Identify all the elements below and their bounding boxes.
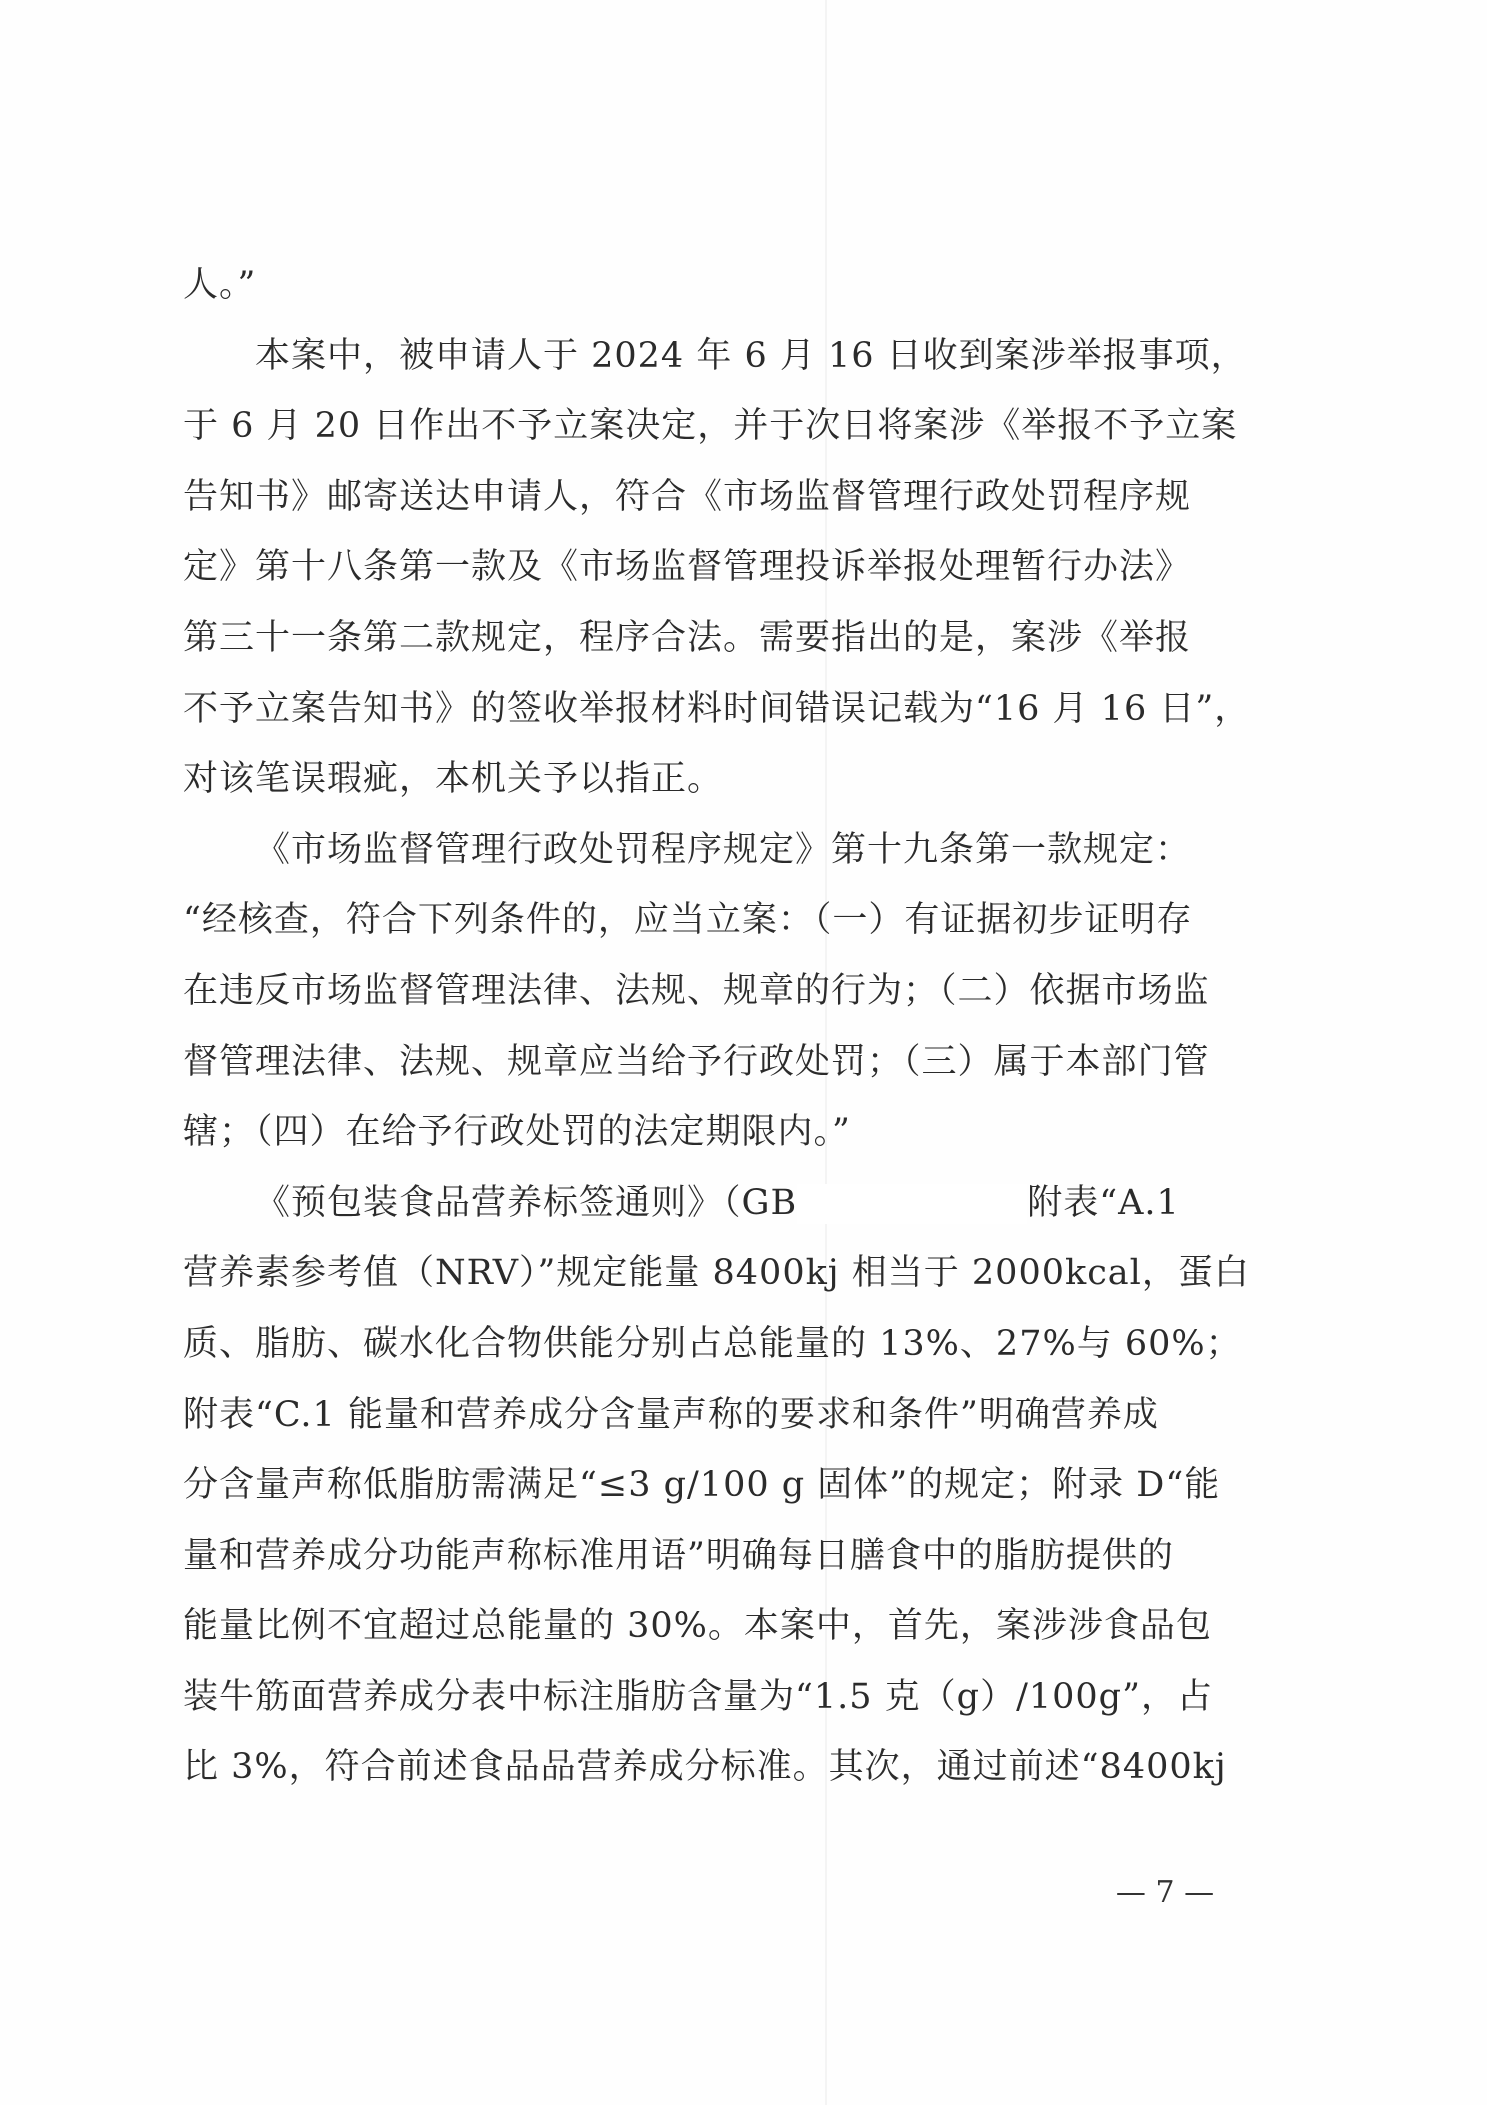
text-line: 督管理法律、法规、规章应当给予行政处罚；（三）属于本部门管 [183, 1041, 1210, 1082]
text-line: 能量比例不宜超过总能量的 30%。本案中，首先，案涉涉食品包 [183, 1606, 1212, 1647]
text-line: 定》第十八条第一款及《市场监督管理投诉举报处理暂行办法》 [183, 547, 1192, 588]
text-line: 辖；（四）在给予行政处罚的法定期限内。” [183, 1112, 851, 1153]
text-line: 第三十一条第二款规定，程序合法。需要指出的是，案涉《举报 [183, 617, 1192, 658]
text-line-with-redaction [183, 1168, 1273, 1239]
text-line: “经核查，符合下列条件的，应当立案：（一）有证据初步证明存 [183, 900, 1193, 941]
redaction-block [797, 1184, 1027, 1224]
text-line: 附表“C.1 能量和营养成分含量声称的要求和条件”明确营养成 [183, 1394, 1159, 1435]
text-segment: 附表“A.1 [1027, 1182, 1180, 1223]
text-line: 在违反市场监督管理法律、法规、规章的行为；（二）依据市场监 [183, 970, 1210, 1011]
text-line: 不予立案告知书》的签收举报材料时间错误记载为“16 月 16 日”， [183, 688, 1251, 729]
text-line: 装牛筋面营养成分表中标注脂肪含量为“1.5 克（g）/100g”，占 [183, 1676, 1213, 1717]
text-line: 质、脂肪、碳水化合物供能分别占总能量的 13%、27%与 60%； [183, 1323, 1242, 1364]
text-line: 本案中，被申请人于 2024 年 6 月 16 日收到案涉举报事项， [255, 335, 1247, 376]
text-line: 人。” [183, 265, 257, 305]
page-number: — 7 — [1115, 1875, 1215, 1910]
text-line: 分含量声称低脂肪需满足“≤3 g/100 g 固体”的规定；附录 D“能 [183, 1465, 1221, 1506]
text-line: 告知书》邮寄送达申请人，符合《市场监督管理行政处罚程序规 [183, 476, 1192, 517]
text-line: 量和营养成分功能声称标准用语”明确每日膳食中的脂肪提供的 [183, 1535, 1174, 1576]
text-line: 比 3%，符合前述食品品营养成分标准。其次，通过前述“8400kj [183, 1747, 1227, 1788]
text-line: 营养素参考值（NRV）”规定能量 8400kj 相当于 2000kcal，蛋白 [183, 1253, 1250, 1294]
text-line: 于 6 月 20 日作出不予立案决定，并于次日将案涉《举报不予立案 [183, 406, 1238, 447]
text-line: 《市场监督管理行政处罚程序规定》第十九条第一款规定： [255, 829, 1192, 870]
text-line: 对该笔误瑕疵，本机关予以指正。 [183, 759, 724, 800]
document-body [183, 250, 1273, 1803]
text-segment: 《预包装食品营养标签通则》（GB [255, 1182, 798, 1223]
